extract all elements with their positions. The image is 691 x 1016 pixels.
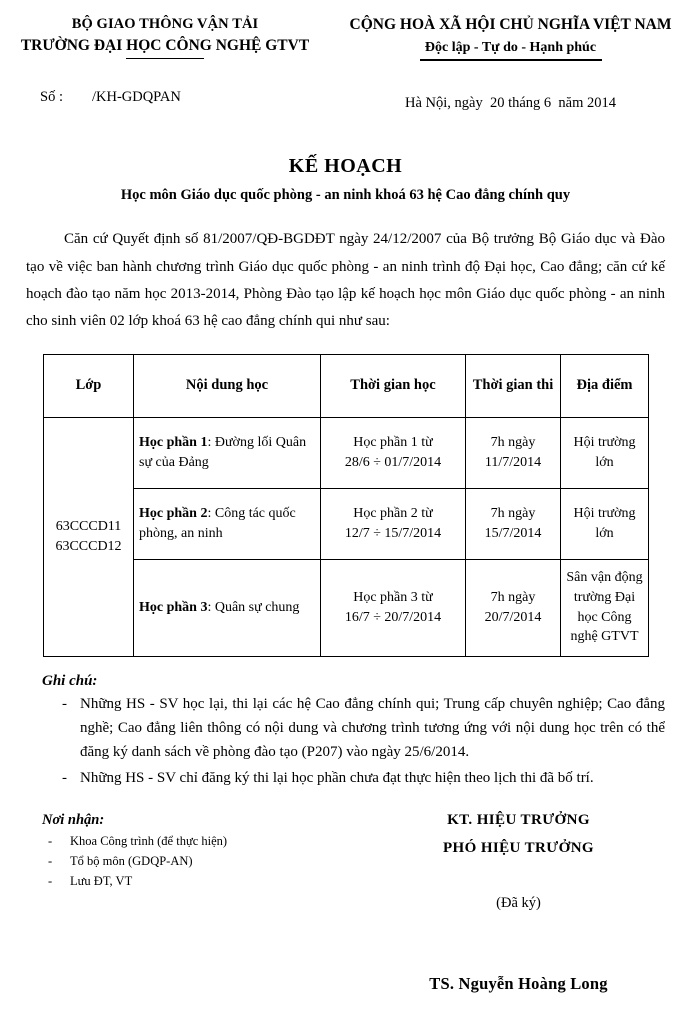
signer-title-line1: KT. HIỆU TRƯỞNG [447, 811, 590, 828]
schedule-table [43, 354, 649, 657]
cell-thoi-gian-hoc-2 [321, 488, 466, 559]
bullet-dash-icon: - [62, 769, 67, 786]
module-desc-2: : Công tác quốc phòng, an ninh [139, 505, 296, 541]
bullet-dash-icon: - [62, 695, 67, 712]
ministry-name: BỘ GIAO THÔNG VẬN TẢI [71, 16, 259, 32]
cell-dia-diem-3: Sân vận động trường Đại học Công nghệ GTVT [561, 559, 649, 656]
recipient-text-3: Lưu ĐT, VT [70, 874, 133, 889]
study-period-line2-1: 28/6 ÷ 01/7/2014 [344, 454, 442, 470]
list-item [26, 692, 665, 765]
study-period-line2-3: 16/7 ÷ 20/7/2014 [344, 609, 442, 625]
module-desc-3: : Quân sự chung [207, 599, 300, 615]
notes-section [26, 673, 665, 790]
document-number: Số : /KH-GDQPAN [40, 89, 181, 106]
signature-block [356, 812, 681, 994]
list-item [26, 831, 356, 851]
study-period-line1-3: Học phần 3 từ [353, 589, 433, 605]
table-row [44, 488, 649, 559]
schedule-table-wrapper [43, 354, 648, 657]
body-paragraph: Căn cứ Quyết định số 81/2007/QĐ-BGDĐT ngày 24/12/2007 của Bộ trưởng Bộ Giáo dục và Đào tạo về việc ban hành chương trình Giáo dục quốc phòng - an ninh trình độ Đại học, Cao đẳng; căn cứ kế hoạch đào tạo năm học 2013-2014, Phòng Đào tạo lập kế hoạch học môn Giáo dục quốc phòng - an ninh cho sinh viên 02 lớp khoá 63 hệ cao đẳng chính qui như sau: [26, 231, 665, 330]
exam-time-line1-2: 7h ngày [490, 505, 536, 521]
study-period-line1-2: Học phần 2 từ [353, 505, 433, 521]
recipient-text-1: Khoa Công trình (để thực hiện) [70, 833, 228, 848]
module-label-2: Học phần 2 [139, 505, 208, 521]
signer-name: TS. Nguyễn Hoàng Long [429, 973, 608, 993]
school-name: TRƯỜNG ĐẠI HỌC CÔNG NGHỆ GTVT [20, 37, 310, 55]
cell-noi-dung-1 [134, 417, 321, 488]
title-block [0, 154, 691, 205]
place-and-date: Hà Nội, ngày 20 tháng 6 năm 2014 [404, 94, 617, 111]
signer-title-line2: PHÓ HIỆU TRƯỞNG [442, 840, 594, 857]
list-item [26, 871, 356, 891]
exam-time-line2-1: 11/7/2014 [484, 454, 542, 470]
lop-code-2: 63CCCD12 [55, 538, 122, 554]
exam-time-line2-2: 15/7/2014 [484, 525, 542, 541]
school-underline-rule [126, 58, 204, 60]
notes-list [26, 692, 665, 790]
cell-thoi-gian-hoc-1 [321, 417, 466, 488]
letterhead-left [0, 14, 330, 106]
cell-noi-dung-3 [134, 559, 321, 656]
cell-thoi-gian-thi-2 [466, 488, 561, 559]
header-lop: Lớp [44, 354, 134, 417]
study-period-line1-1: Học phần 1 từ [353, 434, 433, 450]
footer-section [0, 812, 691, 994]
cell-thoi-gian-hoc-3 [321, 559, 466, 656]
notes-label: Ghi chú: [42, 672, 98, 689]
cell-thoi-gian-thi-1 [466, 417, 561, 488]
cell-dia-diem-1: Hội trường lớn [561, 417, 649, 488]
table-header-row [44, 354, 649, 417]
exam-time-line2-3: 20/7/2014 [484, 609, 542, 625]
country-name: CỘNG HOÀ XÃ HỘI CHỦ NGHĨA VIỆT NAM [349, 16, 672, 33]
list-item [26, 766, 665, 790]
note-text-1: Những HS - SV học lại, thi lại các hệ Cao đẳng chính qui; Trung cấp chuyên nghiệp; Cao đẳng nghề; Cao đẳng liên thông có nội dung và chương trình tương ứng với nội dung học trên có thể đăng ký danh sách về phòng đào tạo (P207) vào ngày 25/6/2014. [80, 695, 665, 761]
list-item [26, 851, 356, 871]
table-row [44, 559, 649, 656]
motto-underline-rule [420, 59, 602, 61]
letterhead [0, 0, 691, 112]
signed-note: (Đã ký) [496, 894, 541, 911]
recipients-list [26, 831, 356, 892]
module-label-3: Học phần 3 [139, 599, 208, 615]
exam-time-line1-1: 7h ngày [490, 434, 536, 450]
bullet-dash-icon: - [48, 833, 53, 848]
exam-time-line1-3: 7h ngày [490, 589, 536, 605]
study-period-line2-2: 12/7 ÷ 15/7/2014 [344, 525, 442, 541]
header-noi-dung-hoc: Nội dung học [134, 354, 321, 417]
recipients-label: Nơi nhận: [42, 811, 105, 828]
header-thoi-gian-thi: Thời gian thi [466, 354, 561, 417]
page-subtitle: Học môn Giáo dục quốc phòng - an ninh khoá 63 hệ Cao đẳng chính quy [120, 186, 571, 203]
letterhead-right [330, 14, 691, 112]
national-motto: Độc lập - Tự do - Hạnh phúc [424, 39, 597, 55]
cell-dia-diem-2: Hội trường lớn [561, 488, 649, 559]
cell-lop-merged [44, 417, 134, 656]
module-desc-1: : Đường lối Quân sự của Đảng [139, 434, 307, 470]
header-thoi-gian-hoc: Thời gian học [321, 354, 466, 417]
module-label-1: Học phần 1 [139, 434, 208, 450]
cell-noi-dung-2 [134, 488, 321, 559]
note-text-2: Những HS - SV chỉ đăng ký thi lại học phần chưa đạt thực hiện theo lịch thi đã bố trí. [80, 769, 594, 786]
table-row [44, 417, 649, 488]
lop-code-1: 63CCCD11 [55, 518, 122, 534]
recipient-text-2: Tổ bộ môn (GDQP-AN) [70, 854, 193, 869]
bullet-dash-icon: - [48, 874, 53, 889]
page-title: KẾ HOẠCH [288, 154, 403, 177]
header-dia-diem: Địa điểm [561, 354, 649, 417]
cell-thoi-gian-thi-3 [466, 559, 561, 656]
bullet-dash-icon: - [48, 854, 53, 869]
recipients-block [26, 812, 356, 994]
